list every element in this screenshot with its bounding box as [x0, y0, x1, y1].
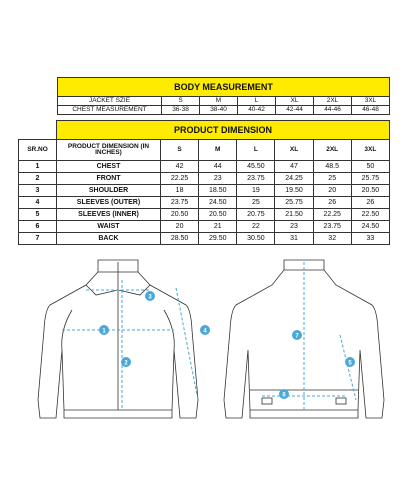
- svg-text:1: 1: [102, 328, 106, 335]
- sr-cell: 4: [19, 197, 57, 209]
- cell: L: [238, 97, 276, 106]
- table-row: [19, 161, 390, 173]
- cell: 21: [199, 221, 237, 233]
- dimension-name-cell: SHOULDER: [57, 185, 161, 197]
- cell: 23: [275, 221, 313, 233]
- dimension-name-cell: SLEEVES (OUTER): [57, 197, 161, 209]
- table-row: [19, 173, 390, 185]
- cell: 25.75: [275, 197, 313, 209]
- blank-cell: [19, 121, 57, 140]
- table-row: [19, 185, 390, 197]
- table-row: [19, 209, 390, 221]
- svg-text:4: 4: [203, 328, 207, 335]
- marker-7: [292, 330, 302, 340]
- cell: 50: [351, 161, 389, 173]
- marker-4: [200, 325, 210, 335]
- product-dimension-title: PRODUCT DIMENSION: [57, 121, 390, 140]
- marker-5: [345, 357, 355, 367]
- cell: 24.50: [351, 221, 389, 233]
- header-row: [19, 140, 390, 161]
- column-header: 3XL: [351, 140, 389, 161]
- svg-text:5: 5: [348, 360, 352, 367]
- cell: 42-44: [276, 106, 314, 115]
- marker-3: [145, 291, 155, 301]
- cell: 20.50: [199, 209, 237, 221]
- column-header: S: [161, 140, 199, 161]
- column-header: 2XL: [313, 140, 351, 161]
- cell: 47: [275, 161, 313, 173]
- cell: 22.50: [351, 209, 389, 221]
- column-header: M: [199, 140, 237, 161]
- cell: 20: [313, 185, 351, 197]
- marker-2: [121, 357, 131, 367]
- cell: 26: [313, 197, 351, 209]
- row-label: JACKET SZIE: [58, 97, 162, 106]
- cell: 25: [237, 197, 275, 209]
- svg-text:2: 2: [124, 360, 128, 367]
- cell: 23: [199, 173, 237, 185]
- cell: 25: [313, 173, 351, 185]
- cell: 18: [161, 185, 199, 197]
- cell: 25.75: [351, 173, 389, 185]
- marker-6: [279, 389, 289, 399]
- dimension-rows: [19, 161, 390, 245]
- cell: 23.75: [161, 197, 199, 209]
- sr-cell: 3: [19, 185, 57, 197]
- cell: 20.75: [237, 209, 275, 221]
- cell: 38-40: [200, 106, 238, 115]
- dimension-name-cell: FRONT: [57, 173, 161, 185]
- cell: 30.50: [237, 233, 275, 245]
- table-row: [19, 221, 390, 233]
- cell: 19.50: [275, 185, 313, 197]
- dimension-name-cell: CHEST: [57, 161, 161, 173]
- cell: 45.50: [237, 161, 275, 173]
- table-row: [19, 197, 390, 209]
- cell: 28.50: [161, 233, 199, 245]
- cell: 42: [161, 161, 199, 173]
- cell: 24.50: [199, 197, 237, 209]
- cell: 36-38: [162, 106, 200, 115]
- table-row: [58, 97, 390, 106]
- sr-cell: 1: [19, 161, 57, 173]
- cell: 22.25: [161, 173, 199, 185]
- cell: 32: [313, 233, 351, 245]
- marker-1: [99, 325, 109, 335]
- cell: 22.25: [313, 209, 351, 221]
- dimension-name-cell: SLEEVES (INNER): [57, 209, 161, 221]
- row-label: CHEST MEASUREMENT: [58, 106, 162, 115]
- cell: 24.25: [275, 173, 313, 185]
- jacket-measurement-diagram: [0, 250, 416, 440]
- cell: XL: [276, 97, 314, 106]
- cell: 26: [351, 197, 389, 209]
- jacket-front-outline: [38, 260, 198, 418]
- dimension-name-cell: BACK: [57, 233, 161, 245]
- sr-cell: 6: [19, 221, 57, 233]
- svg-text:3: 3: [148, 294, 152, 301]
- cell: 40-42: [238, 106, 276, 115]
- dimension-name-cell: WAIST: [57, 221, 161, 233]
- column-header: SR.NO: [19, 140, 57, 161]
- cell: M: [200, 97, 238, 106]
- cell: 23.75: [237, 173, 275, 185]
- table-row: [19, 233, 390, 245]
- cell: 44-46: [314, 106, 352, 115]
- cell: 21.50: [275, 209, 313, 221]
- cell: 46-48: [352, 106, 390, 115]
- body-measurement-table: [57, 77, 390, 115]
- cell: 2XL: [314, 97, 352, 106]
- cell: 20: [161, 221, 199, 233]
- sr-cell: 5: [19, 209, 57, 221]
- cell: 31: [275, 233, 313, 245]
- measurement-lines: [62, 262, 356, 410]
- cell: 20.50: [351, 185, 389, 197]
- cell: 22: [237, 221, 275, 233]
- column-header: XL: [275, 140, 313, 161]
- body-measurement-title: BODY MEASUREMENT: [58, 78, 390, 97]
- table-row: [58, 106, 390, 115]
- svg-text:7: 7: [295, 333, 299, 340]
- cell: 3XL: [352, 97, 390, 106]
- cell: S: [162, 97, 200, 106]
- sr-cell: 7: [19, 233, 57, 245]
- cell: 33: [351, 233, 389, 245]
- column-header: L: [237, 140, 275, 161]
- cell: 44: [199, 161, 237, 173]
- column-header: PRODUCT DIMENSION (IN INCHES): [57, 140, 161, 161]
- cell: 23.75: [313, 221, 351, 233]
- cell: 29.50: [199, 233, 237, 245]
- cell: 19: [237, 185, 275, 197]
- cell: 18.50: [199, 185, 237, 197]
- product-dimension-table: [18, 120, 390, 245]
- svg-text:6: 6: [282, 392, 286, 399]
- cell: 48.5: [313, 161, 351, 173]
- cell: 20.50: [161, 209, 199, 221]
- sr-cell: 2: [19, 173, 57, 185]
